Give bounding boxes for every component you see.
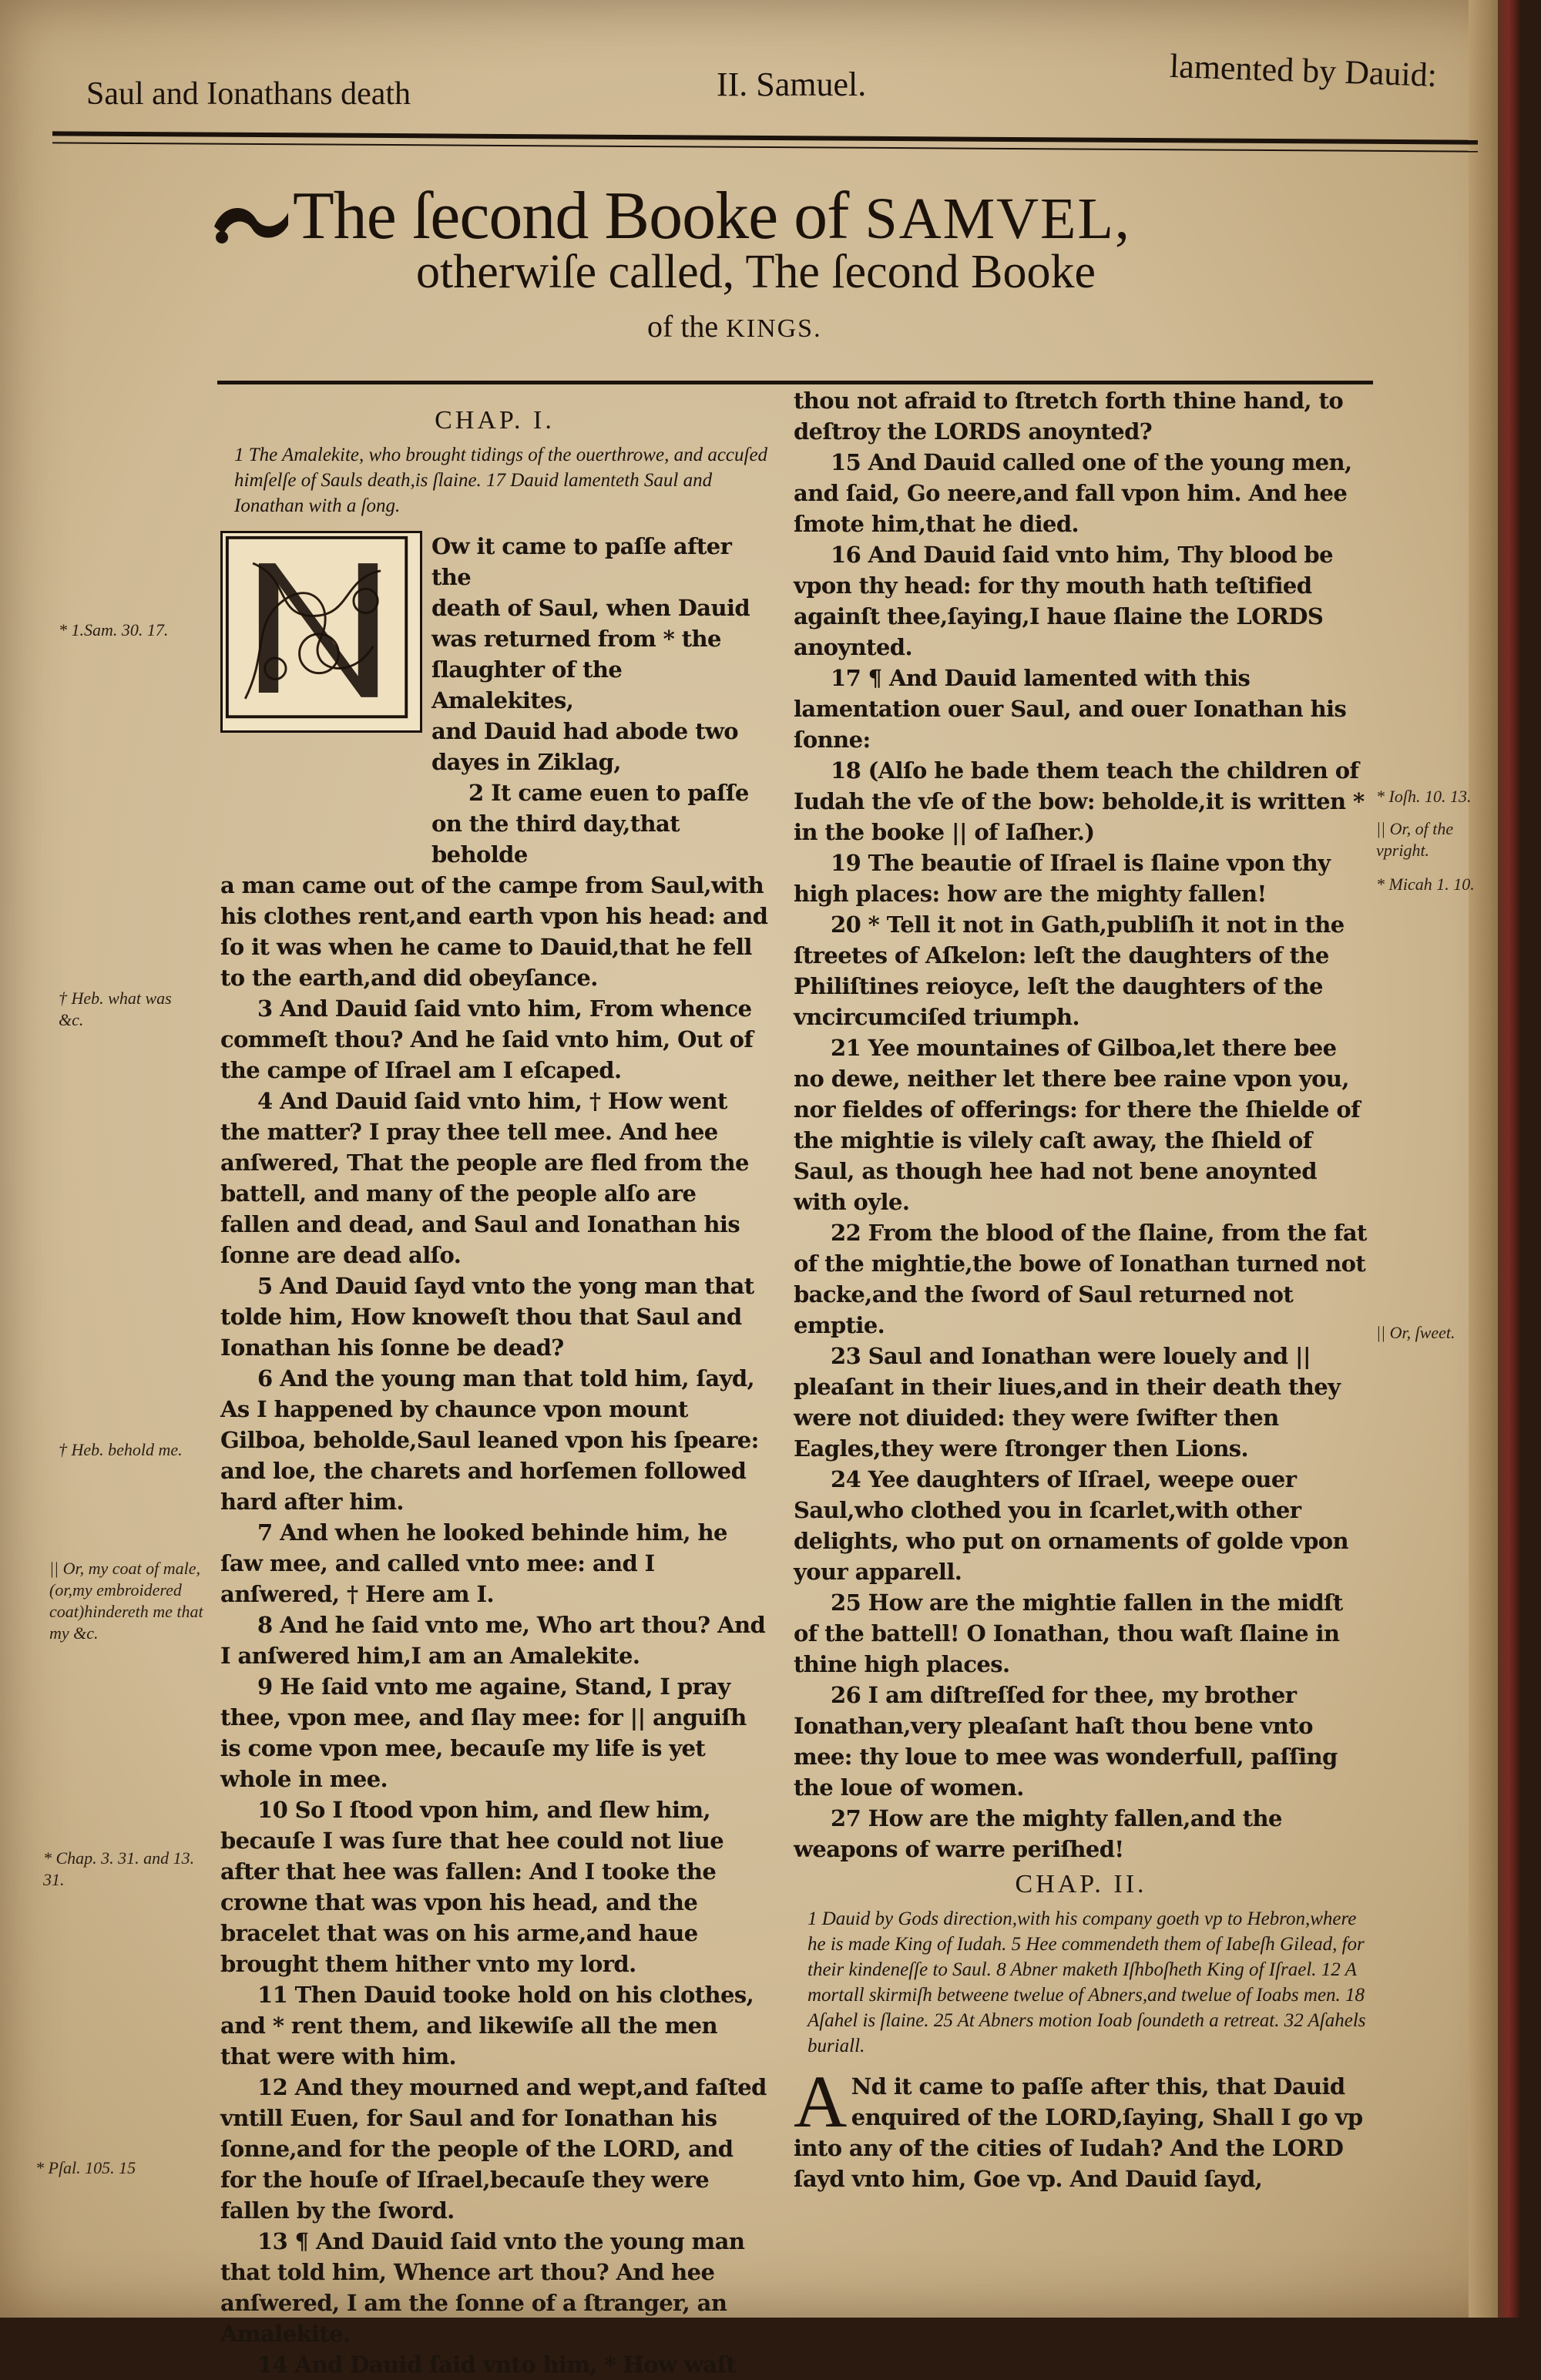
margin-note-left: † Heb. what was &c. xyxy=(59,989,172,1029)
verse-line: Ow it came to paſſe after the xyxy=(431,533,732,590)
verse-12: 12 And they mourned and wept,and faſted vntill Euen, for Saul and for Ionathan his ſonne,and for the people of the LORD, and for the houſe of Iſrael,becauſe they were fallen by the ſword. xyxy=(220,2074,767,2224)
chapter-2-heading: CHAP. II. xyxy=(1015,1870,1147,1898)
verse-11: 11 Then Dauid tooke hold on his clothes, and * rent them, and likewiſe all the men that were with him. xyxy=(220,1982,754,2069)
verse-line: on the third day,that beholde xyxy=(431,811,680,868)
margin-note-right: || Or, ſweet. xyxy=(1376,1323,1455,1342)
title-line-3-name: KINGS. xyxy=(726,314,822,343)
chapter-2-summary: 1 Dauid by Gods direction,with his company goeth vp to Hebron,where he is made King of Iudah. 5 Hee commendeth them of Iabeſh Gilead, for their kindeneſſe to Saul. 8 Abner maketh Iſhboſheth King of Iſrael. 12 A mortall skirmiſh betweene twelue of Abners,and twelue of Ioabs men. 18 Aſahel is ſlaine. 25 At Abners motion Ioab ſoundeth a retreat. 32 Aſahels buriall. xyxy=(807,1908,1366,2056)
verse-16: 16 And Dauid ſaid vnto him, Thy blood be vpon thy head: for thy mouth hath teſtified againſt thee,ſaying,I haue ſlaine the LORDS anoynted. xyxy=(794,542,1333,660)
chapter-2-verse-1 xyxy=(794,2060,1368,2194)
chapter-1-opening xyxy=(220,531,769,870)
verse-line: dayes in Ziklag, xyxy=(431,749,621,775)
title-line-3 xyxy=(647,308,822,344)
dropcap-lines xyxy=(431,531,769,870)
verse-line: and Dauid had abode two xyxy=(431,718,739,744)
right-text-column xyxy=(794,385,1368,2194)
margin-note-left: † Heb. behold me. xyxy=(59,1440,183,1459)
running-head-center: II. Samuel. xyxy=(717,65,867,103)
verse-5: 5 And Dauid ſayd vnto the yong man that tolde him, How knoweſt thou that Saul and Ionathan his ſonne be dead? xyxy=(220,1273,754,1361)
verse-line: ſlaughter of the Amalekites, xyxy=(431,656,623,713)
verse-14-cont: thou not afraid to ſtretch forth thine hand, to deſtroy the LORDS anoynted? xyxy=(794,388,1344,445)
margin-note-right: * Ioſh. 10. 13. xyxy=(1376,787,1472,806)
margin-note-left: * Pſal. 105. 15 xyxy=(35,2158,136,2177)
title-line-2: otherwiſe called, The ſecond Booke xyxy=(416,246,1096,298)
verse-13: 13 ¶ And Dauid ſaid vnto the young man that told him, Whence art thou? And hee anſwered, I am the ſonne of a ſtranger, an Amalekite. xyxy=(220,2228,745,2347)
book-title-block xyxy=(208,146,1425,370)
verse-21: 21 Yee mountaines of Gilboa,let there bee no dewe, neither let there bee raine vpon you, nor fieldes of offerings: for there the ſhielde of the mightie is vilely caſt away, the ſhield of Saul, as though hee had not bene anoynted with oyle. xyxy=(794,1035,1361,1215)
verse-15: 15 And Dauid called one of the young men, and ſaid, Go neere,and fall vpon him. And hee ſmote him,that he died. xyxy=(794,449,1352,537)
verse-17: 17 ¶ And Dauid lamented with this lamentation ouer Saul, and ouer Ionathan his ſonne: xyxy=(794,665,1347,753)
chapter-2-initial: A xyxy=(794,2060,847,2143)
verse-line: death of Saul, when Dauid xyxy=(431,595,750,621)
verse-3: 3 And Dauid ſaid vnto him, From whence commeſt thou? And he ſaid vnto him, Out of the campe of Iſrael am I eſcaped. xyxy=(220,995,754,1083)
fleuron-ornament-icon xyxy=(208,196,293,250)
title-rule xyxy=(217,381,1373,384)
margin-note-left: * 1.Sam. 30. 17. xyxy=(59,620,169,639)
verse-23: 23 Saul and Ionathan were louely and || pleaſant in their liues,and in their death they were not diuided: they were ſwifter then Eagles,they were ſtronger then Lions. xyxy=(794,1343,1341,1462)
running-head-left: Saul and Ionathans death xyxy=(86,76,411,112)
chapter-1-heading: CHAP. I. xyxy=(435,406,555,435)
verse-24: 24 Yee daughters of Iſrael, weepe ouer Saul,who clothed you in ſcarlet,with other delights, who put on ornaments of golde vpon your apparell. xyxy=(794,1466,1348,1585)
title-line-1 xyxy=(293,177,1131,255)
verse-22: 22 From the blood of the ſlaine, from the fat of the mightie,the bowe of Ionathan turned not backe,and the ſword of Saul returned not emptie. xyxy=(794,1220,1367,1338)
verse-6: 6 And the young man that told him, ſayd, As I happened by chaunce vpon mount Gilboa, beholde,Saul leaned vpon his ſpeare: and loe, the charets and horſemen followed hard after him. xyxy=(220,1365,759,1515)
verse-18: 18 (Alſo he bade them teach the children of Iudah the vſe of the bow: beholde,it is written * in the booke || of Iaſher.) xyxy=(794,757,1365,845)
verse-20: 20 * Tell it not in Gath,publiſh it not in the ſtreetes of Aſkelon: leſt the daughters of the Philiſtines reioyce, leſt the daughters of the vncircumciſed triumph. xyxy=(794,911,1345,1030)
verse-19: 19 The beautie of Iſrael is ſlaine vpon thy high places: how are the mighty fallen! xyxy=(794,850,1331,907)
verse-14: 14 And Dauid ſaid vnto him, * How waſt xyxy=(257,2351,737,2378)
running-head-right: lamented by Dauid: xyxy=(1169,46,1438,95)
verse-4: 4 And Dauid ſaid vnto him, † How went the matter? I pray thee tell mee. And hee anſwered, That the people are fled from the battell, and many of the people alſo are fallen and dead, and Saul and Ionathan his ſonne are dead alſo. xyxy=(220,1088,749,1268)
margin-note-right: * Micah 1. 10. xyxy=(1376,874,1475,894)
verse-25: 25 How are the mightie fallen in the midſt of the battell! O Ionathan, thou waſt ſlaine in thine high places. xyxy=(794,1589,1343,1677)
verse-line: 2 It came euen to paſſe xyxy=(468,780,749,806)
margin-note-left: || Or, my coat of male,(or,my embroidered coat)hindereth me that my &c. xyxy=(49,1559,203,1643)
title-book-name: SAMVEL, xyxy=(865,186,1131,251)
left-text-column xyxy=(220,401,769,2380)
chapter-2-verse-1-text: Nd it came to paſſe after this, that Dauid enquired of the LORD,ſaying, Shall I go vp into any of the cities of Iudah? And the LORD ſayd vnto him, Goe vp. And Dauid ſayd, xyxy=(794,2073,1363,2192)
verse-27: 27 How are the mighty fallen,and the weapons of warre periſhed! xyxy=(794,1805,1282,1862)
decorated-initial-N-icon xyxy=(220,531,422,733)
chapter-1-summary: 1 The Amalekite, who brought tidings of the ouerthrowe, and accuſed himſelſe of Sauls death,is ſlaine. 17 Dauid lamenteth Saul and Ionathan with a ſong. xyxy=(234,445,768,516)
verse-26: 26 I am diſtreſſed for thee, my brother Ionathan,very pleaſant haſt thou bene vnto mee: thy loue to mee was wonderfull, paſſing the loue of women. xyxy=(794,1682,1338,1801)
verse-10: 10 So I ſtood vpon him, and ſlew him, becauſe I was ſure that hee could not liue after that hee was fallen: And I tooke the crowne that was vpon his head, and the bracelet that was on his arme,and haue brought them hither vnto my lord. xyxy=(220,1797,724,1977)
verse-7: 7 And when he looked behinde him, he ſaw mee, and called vnto mee: and I anſwered, † Here am I. xyxy=(220,1519,727,1607)
title-prefix: The ſecond Booke of xyxy=(293,179,849,253)
book-spine-edge xyxy=(1498,0,1519,2318)
margin-note-left: * Chap. 3. 31. and 13. 31. xyxy=(43,1848,195,1889)
margin-note-right: || Or, of the vpright. xyxy=(1376,819,1454,860)
title-line-3-prefix: of the xyxy=(647,309,719,344)
verse-9: 9 He ſaid vnto me againe, Stand, I pray thee, vpon mee, and ſlay mee: for || anguiſh is come vpon mee, becauſe my life is yet whole in mee. xyxy=(220,1673,747,1792)
verse-8: 8 And he ſaid vnto me, Who art thou? And I anſwered him,I am an Amalekite. xyxy=(220,1612,766,1669)
verse-1-2: a man came out of the campe from Saul,with his clothes rent,and earth vpon his head: and ſo it was when he came to Dauid,that he fell to the earth,and did obeyſance. xyxy=(220,872,768,991)
verse-line: was returned from * the xyxy=(431,626,721,652)
